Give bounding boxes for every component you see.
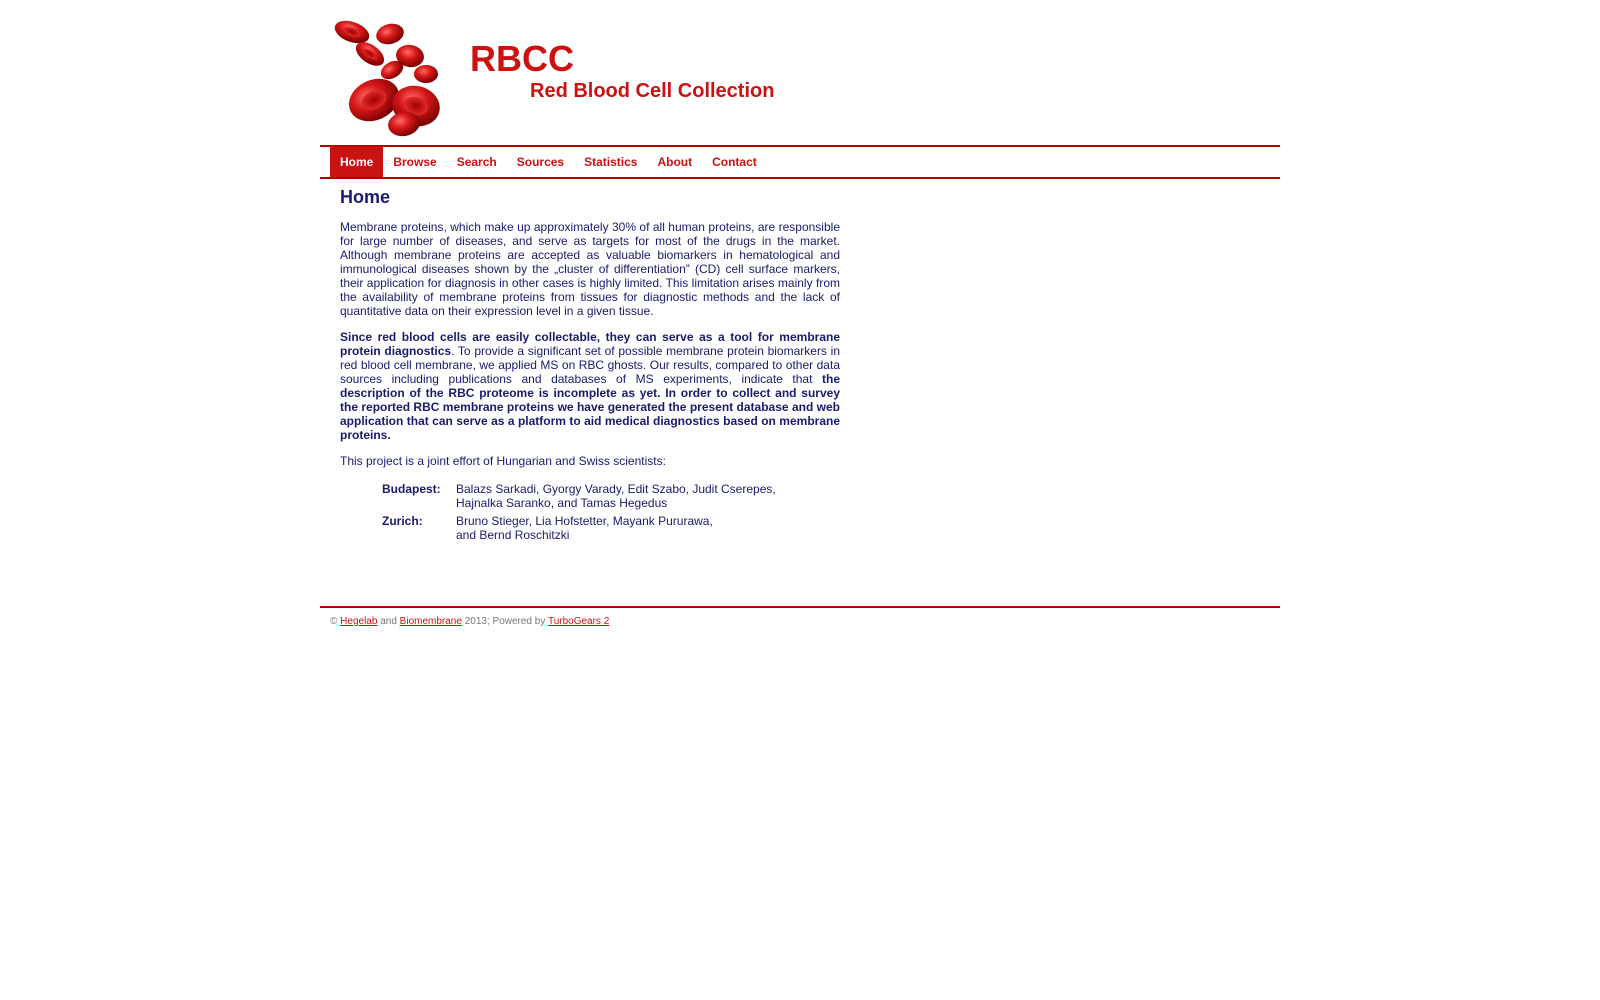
zurich-names-line1: Bruno Stieger, Lia Hofstetter, Mayank Pururawa,: [456, 514, 713, 528]
nav-item-browse[interactable]: Browse: [393, 155, 437, 169]
nav-item-home[interactable]: Home: [330, 147, 383, 177]
footer: [320, 606, 1280, 627]
hegelab-link[interactable]: Hegelab: [340, 616, 378, 627]
rbc-bold-conclusion: the description of the RBC proteome is incomplete as yet. In order to collect and survey the reported RBC membrane proteins we have generated the present database and web application that can serve as a platform to aid medical diagnostics based on membrane proteins.: [340, 372, 840, 442]
footer-powered: 2013; Powered by: [464, 616, 546, 627]
nav-list: [320, 147, 1280, 177]
nav-item-sources[interactable]: Sources: [516, 155, 565, 169]
nav-item-about[interactable]: About: [657, 155, 693, 169]
biomembrane-link[interactable]: Biomembrane: [399, 616, 462, 627]
site-title: RBCC: [470, 38, 574, 79]
zurich-names-line2: and Bernd Roschitzki: [456, 528, 570, 542]
city-budapest: Budapest:: [382, 482, 441, 496]
table-row: [382, 482, 776, 514]
budapest-names: [456, 482, 776, 514]
footer-and: and: [380, 616, 397, 627]
zurich-names: [456, 514, 776, 546]
rbc-bold-statement: Since red blood cells are easily collectable, they can serve as a tool for membrane protein diagnostics: [340, 330, 840, 358]
copyright-symbol: ©: [330, 616, 338, 627]
turbogears-link[interactable]: TurboGears 2: [547, 616, 610, 627]
nav-item-contact[interactable]: Contact: [712, 155, 757, 169]
main-nav: [320, 145, 1280, 179]
table-row: [382, 514, 776, 546]
scientists-table: [382, 482, 776, 546]
nav-item-statistics[interactable]: Statistics: [584, 155, 638, 169]
site-subtitle: Red Blood Cell Collection: [530, 80, 775, 102]
rbc-paragraph: [340, 330, 840, 442]
city-zurich: Zurich:: [382, 514, 423, 528]
main-content: [340, 187, 840, 546]
nav-item-search[interactable]: Search: [456, 155, 497, 169]
project-paragraph: This project is a joint effort of Hungarian and Swiss scientists:: [340, 454, 666, 468]
intro-paragraph: Membrane proteins, which make up approximately 30% of all human proteins, are responsible for large number of diseases, and serve as targets for most of the drugs in the market. Although membrane proteins are accepted as valuable biomarkers in hematological and immunological diseases shown by the „cluster of differentiation” (CD) cell surface markers, their application for diagnosis in other cases is highly limited. This limitation arises mainly from the availability of membrane proteins from tissues for diagnostic methods and the lack of quantitative data on their expression level in a given tissue.: [340, 220, 840, 318]
page-heading: Home: [340, 187, 391, 207]
rbc-text: . To provide a significant set of possible membrane protein biomarkers in red blood cell membrane, we applied MS on RBC ghosts. Our results, compared to other data sources including publications and databases of MS experiments, indicate that: [340, 344, 840, 386]
red-blood-cells-logo: [330, 14, 450, 140]
budapest-names-line2: Hajnalka Saranko, and Tamas Hegedus: [456, 496, 668, 510]
budapest-names-line1: Balazs Sarkadi, Gyorgy Varady, Edit Szabo, Judit Cserepes,: [456, 482, 776, 496]
